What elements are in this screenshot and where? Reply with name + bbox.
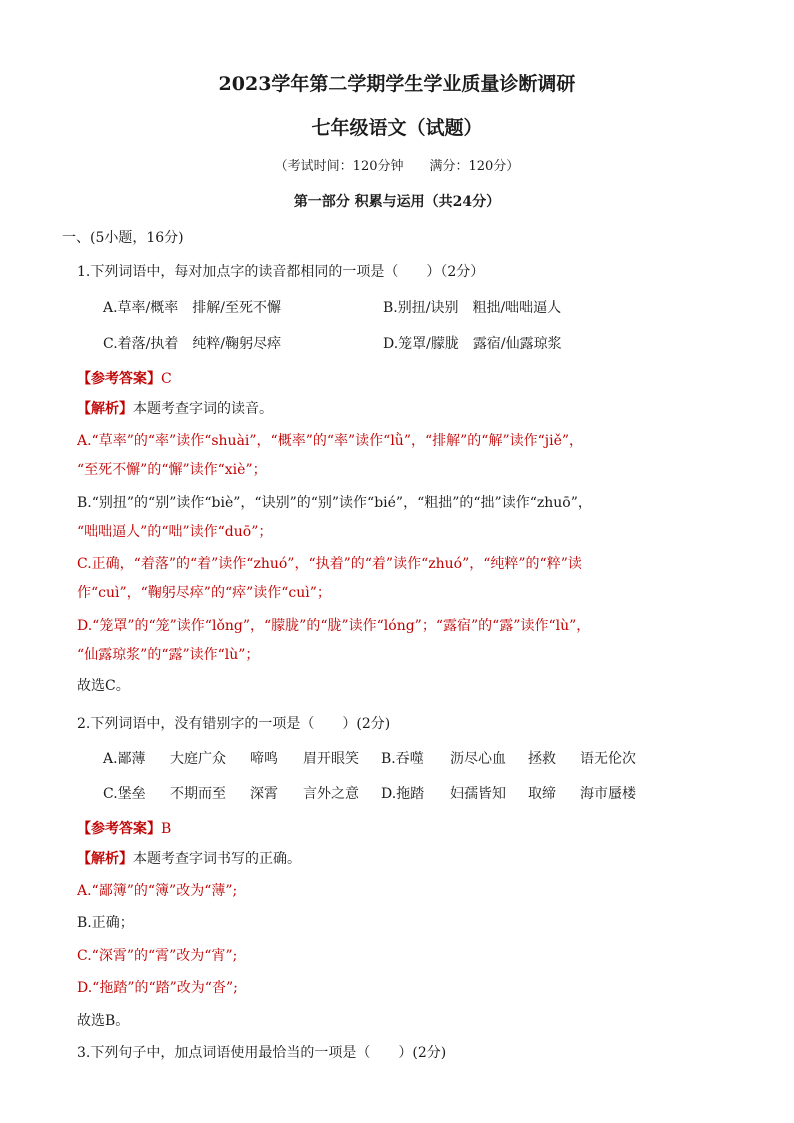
q2-word: 深霄 — [250, 786, 278, 802]
q1-analysis-d-line2: “仙露琼浆”的“露”读作“lù”； — [77, 647, 260, 663]
q2-word: 大庭广众 — [170, 751, 226, 767]
question-2-stem: 2.下列词语中，没有错别字的一项是（ ）(2分) — [77, 716, 391, 732]
q2-word: 啼鸣 — [250, 751, 278, 767]
q1-analysis-b-line2: “咄咄逼人”的“咄”读作“duō”； — [77, 524, 273, 540]
answer-value: C — [161, 371, 172, 387]
q2-word: D.拖踏 — [381, 786, 425, 802]
analysis-intro: 本题考查字词的读音。 — [133, 401, 273, 417]
q2-word: 言外之意 — [303, 786, 359, 802]
q1-analysis — [77, 400, 273, 418]
answer-label: 【参考答案】 — [77, 371, 161, 387]
q1-option-b: B.别扭/诀别 粗拙/咄咄逼人 — [383, 300, 562, 316]
q1-analysis-a-line2: “至死不懈”的“懈”读作“xiè”； — [77, 462, 267, 478]
q1-analysis-c-line1: C.正确，“着落”的“着”读作“zhuó”，“执着”的“着”读作“zhuó”，“纯粹”的“粹”读 — [77, 556, 582, 572]
q2-word: 眉开眼笑 — [303, 751, 359, 767]
answer-label: 【参考答案】 — [77, 821, 161, 837]
q2-word: A.鄙薄 — [103, 751, 146, 767]
q2-word: 不期而至 — [170, 786, 226, 802]
part-title: 第一部分 积累与运用（共24分） — [293, 194, 501, 210]
q1-conclusion: 故选C。 — [77, 678, 130, 694]
q1-option-c: C.着落/执着 纯粹/鞠躬尽瘁 — [103, 336, 282, 352]
answer-value: B — [161, 821, 172, 837]
q2-word: 取缔 — [528, 786, 556, 802]
q2-word: 语无伦次 — [580, 751, 636, 767]
q1-option-a: A.草率/概率 排解/至死不懈 — [103, 300, 281, 316]
section-heading: 一、(5小题，16分) — [62, 230, 184, 246]
analysis-label: 【解析】 — [77, 851, 133, 867]
exam-title: 2023学年第二学期学生学业质量诊断调研 — [218, 73, 576, 95]
q1-option-d: D.笼罩/朦胧 露宿/仙露琼浆 — [383, 336, 562, 352]
q2-word: 沥尽心血 — [450, 751, 506, 767]
q2-word: C.堡垒 — [103, 786, 146, 802]
q1-analysis-c-line2: 作“cuì”，“鞠躬尽瘁”的“瘁”读作“cuì”； — [77, 585, 331, 601]
analysis-label: 【解析】 — [77, 401, 133, 417]
q2-word: 海市蜃楼 — [580, 786, 636, 802]
q2-analysis-d: D.“拖踏”的“踏”改为“沓”; — [77, 980, 238, 996]
analysis-intro: 本题考查字词书写的正确。 — [133, 851, 301, 867]
q2-analysis-c: C.“深霄”的“霄”改为“宵”; — [77, 948, 238, 964]
q2-conclusion: 故选B。 — [77, 1013, 130, 1029]
question-1-stem: 1.下列词语中，每对加点字的读音都相同的一项是（ ）（2分） — [77, 264, 485, 280]
q1-analysis-a-line1: A.“草率”的“率”读作“shuài”，“概率”的“率”读作“lǜ”，“排解”的“解”读作“jiě”， — [77, 433, 584, 449]
q2-analysis-b: B.正确； — [77, 915, 134, 931]
question-3-stem: 3.下列句子中，加点词语使用最恰当的一项是（ ）(2分) — [77, 1045, 447, 1061]
exam-subtitle: 七年级语文（试题） — [311, 117, 483, 139]
q2-answer — [77, 820, 171, 838]
q1-answer — [77, 370, 172, 388]
q2-word: 妇孺皆知 — [450, 786, 506, 802]
q2-word: 拯救 — [528, 751, 556, 767]
q2-word: B.吞噬 — [381, 751, 424, 767]
q2-analysis — [77, 850, 301, 868]
q1-analysis-d-line1: D.“笼罩”的“笼”读作“lǒng”，“朦胧”的“胧”读作“lóng”；“露宿”的“露”读作“lù”， — [77, 618, 591, 634]
q1-analysis-b-line1: B.“别扭”的“别”读作“biè”，“诀别”的“别”读作“bié”，“粗拙”的“拙”读作“zhuō”， — [77, 495, 592, 511]
exam-info: （考试时间：120分钟 满分：120分） — [274, 159, 520, 174]
q2-analysis-a: A.“鄙簿”的“簿”改为“薄”; — [77, 883, 238, 899]
